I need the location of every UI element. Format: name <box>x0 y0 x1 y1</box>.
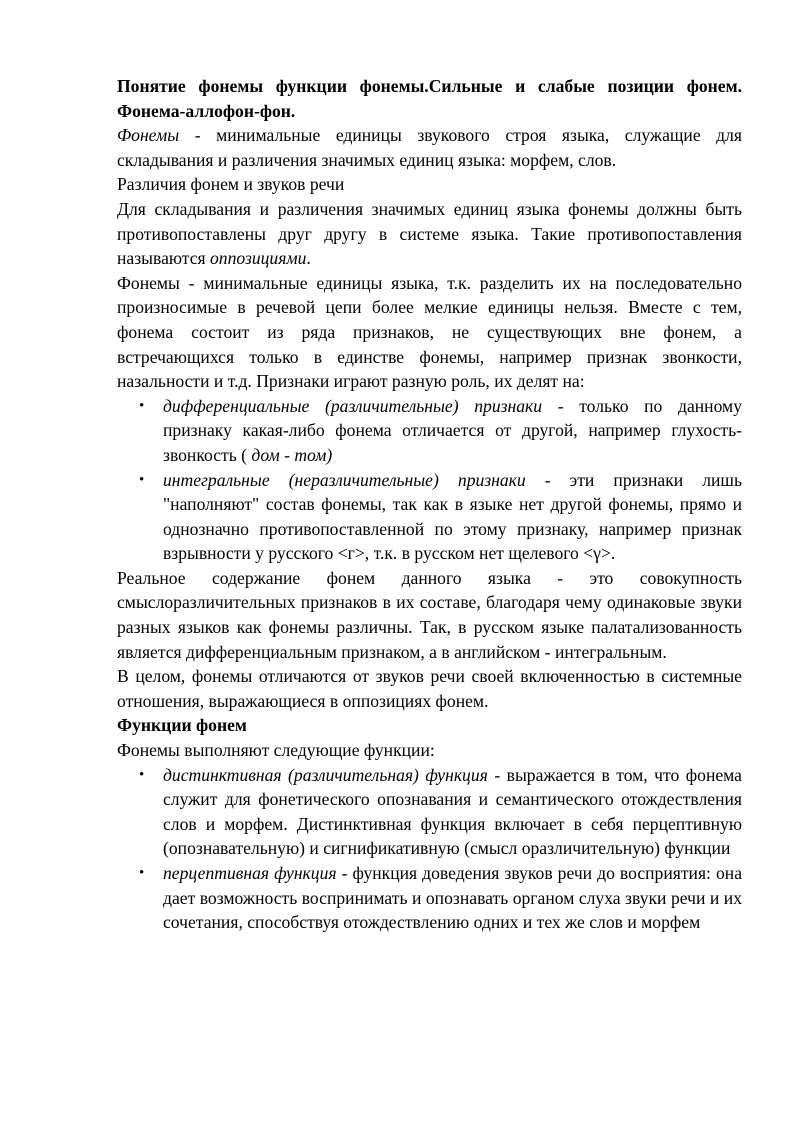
phoneme-definition <box>117 123 742 172</box>
summary-paragraph: В целом, фонемы отличаются от звуков речи своей включенностью в системные отношения, выражающиеся в оппозициях фонем. <box>117 666 742 711</box>
list-item <box>139 468 742 566</box>
oppositions-paragraph <box>117 197 742 271</box>
functions-heading: Функции фонем <box>117 715 247 736</box>
list-item <box>139 763 742 861</box>
features-list <box>117 394 742 566</box>
oppositions-term: оппозициями <box>210 248 307 269</box>
oppositions-text: Для складывания и различения значимых единиц языка фонемы должны быть противопоставлены друг другу в системе языка. Такие противопоставления называются <box>117 198 742 269</box>
phoneme-term: Фонемы <box>117 125 180 146</box>
list-item <box>139 861 742 935</box>
feature-text: - только по данному признаку какая-либо фонема отличается от другой, например глухость-звонкость ( <box>163 395 742 465</box>
function-term: дистинктивная (различительная) функция <box>163 764 488 785</box>
real-content-paragraph: Реальное содержание фонем данного языка - это совокупность смыслоразличительных признаков в их составе, благодаря чему одинаковые звуки разных языков как фонемы различны. Так, в русском языке палатализованность является дифференциальным признаком, а в английском - интегральным. <box>117 567 742 662</box>
function-text: - выражается в том, что фонема служит для фонетического опознавания и семантического отождествления слов и морфем. Дистинктивная функция включает в себя перцептивную (опознавательную) и сигнификативную (смысл оразличительную) функции <box>163 764 742 859</box>
oppositions-end: . <box>306 248 311 269</box>
list-item <box>139 394 742 468</box>
minimal-units-paragraph: Фонемы - минимальные единицы языка, т.к. разделить их на последовательно произносимые в речевой цепи более мелкие единицы нельзя. Вместе с тем, фонема состоит из ряда признаков, не существующих вне фонем, а встречающихся только в единстве фонемы, например признак звонкости, назальности и т.д. Признаки играют разную роль, их делят на: <box>117 272 742 392</box>
feature-text: - эти признаки лишь "наполняют" состав фонемы, так как в языке нет другой фонемы, прямо и однозначно противопоставленной по этому признаку, например признак взрывности у русского <г>, т.к. в русском нет щелевого <γ>. <box>163 469 742 564</box>
differences-subheading: Различия фонем и звуков речи <box>117 174 345 195</box>
feature-term: интегральные (неразличительные) признаки <box>163 469 526 490</box>
function-term: перцептивная функция <box>163 863 337 883</box>
feature-term: дифференциальные (различительные) признаки <box>163 395 543 416</box>
feature-example: дом - том) <box>251 444 333 465</box>
phoneme-definition-text: - минимальные единицы звукового строя языка, служащие для складывания и различения значимых единиц языка: морфем, слов. <box>117 125 742 170</box>
bullet-icon: • <box>139 471 145 488</box>
bullet-icon: • <box>139 865 145 881</box>
bullet-icon: • <box>139 397 145 414</box>
page-title: Понятие фонемы функции фонемы.Сильные и слабые позиции фонем. Фонема-аллофон-фон. <box>117 76 742 121</box>
bullet-icon: • <box>139 766 145 783</box>
functions-list <box>117 763 742 935</box>
functions-intro: Фонемы выполняют следующие функции: <box>117 740 435 761</box>
function-text: - функция доведения звуков речи до восприятия: она дает возможность воспринимать и опознавать органом слуха звуки речи и их сочетания, способствуя отождествлению одних и тех же слов и морфем <box>163 863 742 933</box>
